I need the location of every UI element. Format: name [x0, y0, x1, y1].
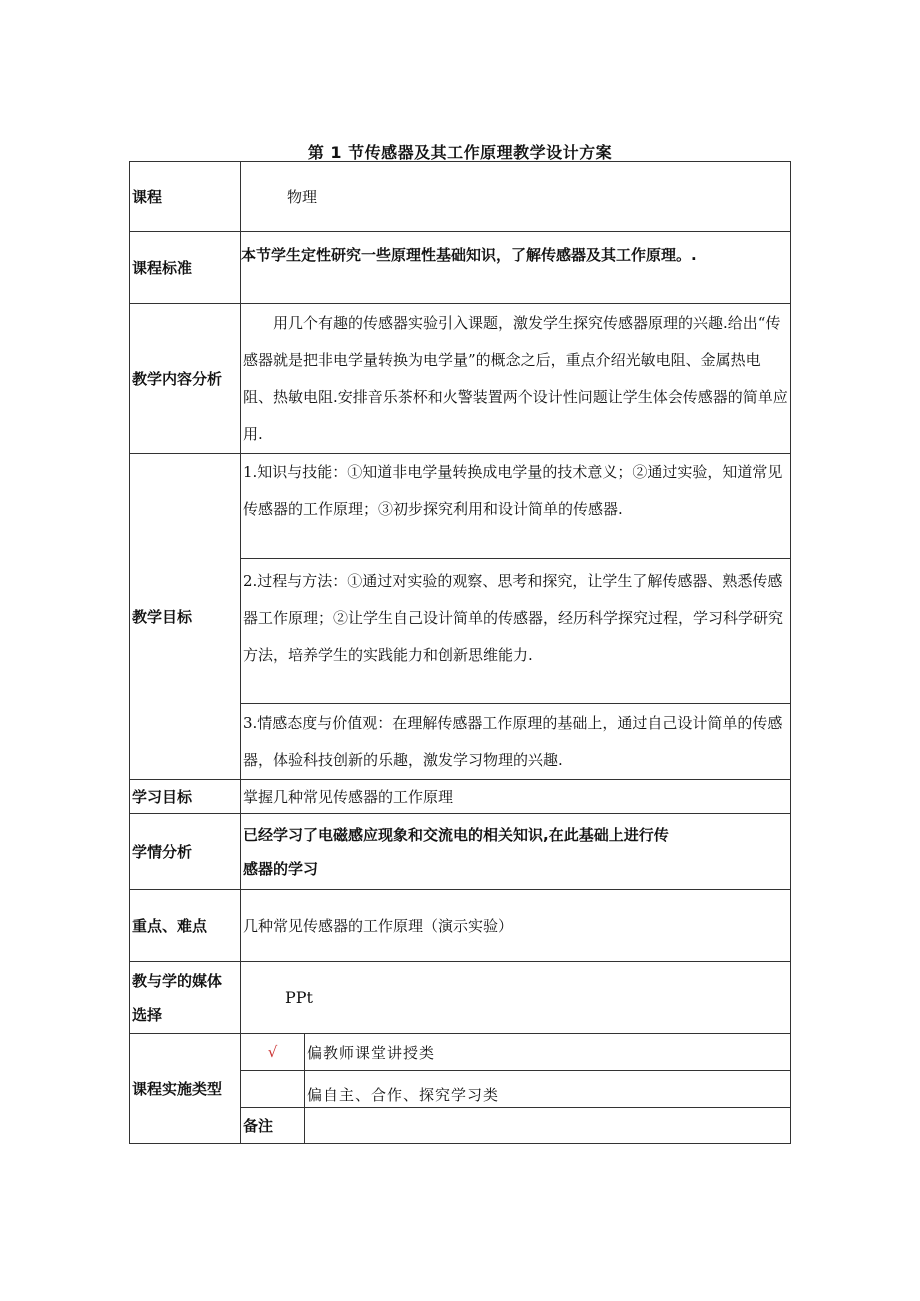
option2-check-cell — [241, 1071, 305, 1108]
analysis-line-2: 感器的学习 — [243, 859, 319, 878]
row-analysis — [130, 814, 791, 890]
lesson-plan-table — [129, 161, 791, 1144]
media-label-line-2: 选择 — [132, 1005, 163, 1024]
impl-option-2: 偏自主、合作、探究学习类 — [305, 1071, 791, 1108]
goal-item-1: 1.知识与技能：①知道非电学量转换成电学量的技术意义；②通过实验，知道常见传感器的工作原理；③初步探究利用和设计简单的传感器. — [241, 454, 791, 559]
row-impl-1 — [130, 1034, 791, 1071]
value-analysis — [241, 814, 791, 890]
media-label-line-1: 教与学的媒体 — [132, 971, 223, 990]
row-media — [130, 962, 791, 1034]
row-key-points — [130, 890, 791, 962]
label-note: 备注 — [241, 1108, 305, 1144]
row-content — [130, 304, 791, 454]
value-course: 物理 — [241, 162, 791, 232]
label-goals: 教学目标 — [130, 454, 241, 780]
value-standard: 本节学生定性研究一些原理性基础知识，了解传感器及其工作原理。. — [241, 232, 791, 304]
label-impl: 课程实施类型 — [130, 1034, 241, 1144]
value-media: PPt — [241, 962, 791, 1034]
analysis-line-1: 已经学习了电磁感应现象和交流电的相关知识,在此基础上进行传 — [243, 825, 669, 844]
row-course — [130, 162, 791, 232]
label-analysis: 学情分析 — [130, 814, 241, 890]
value-content: 用几个有趣的传感器实验引入课题，激发学生探究传感器原理的兴趣.给出“传感器就是把非电学量转换为电学量”的概念之后，重点介绍光敏电阻、金属热电阻、热敏电阻.安排音乐茶杯和火警装置两个设计性问题让学生体会传感器的简单应用. — [241, 304, 791, 454]
impl-option-1: 偏教师课堂讲授类 — [305, 1034, 791, 1071]
goal-item-2: 2.过程与方法：①通过对实验的观察、思考和探究，让学生了解传感器、熟悉传感器工作原理；②让学生自己设计简单的传感器，经历科学探究过程，学习科学研究方法，培养学生的实践能力和创新思维能力. — [241, 559, 791, 704]
option1-check-mark: √ — [241, 1034, 305, 1071]
row-standard — [130, 232, 791, 304]
label-standard: 课程标准 — [130, 232, 241, 304]
document-title: 第 1 节传感器及其工作原理教学设计方案 — [307, 143, 613, 162]
label-course: 课程 — [130, 162, 241, 232]
value-key-points: 几种常见传感器的工作原理（演示实验） — [241, 890, 791, 962]
row-learning-goal — [130, 780, 791, 814]
label-media — [130, 962, 241, 1034]
row-goal-1 — [130, 454, 791, 559]
value-learning-goal: 掌握几种常见传感器的工作原理 — [241, 780, 791, 814]
label-content: 教学内容分析 — [130, 304, 241, 454]
goal-item-3: 3.情感态度与价值观：在理解传感器工作原理的基础上，通过自己设计简单的传感器，体验科技创新的乐趣，激发学习物理的兴趣. — [241, 704, 791, 780]
label-learning-goal: 学习目标 — [130, 780, 241, 814]
label-key-points: 重点、难点 — [130, 890, 241, 962]
value-note — [305, 1108, 791, 1144]
